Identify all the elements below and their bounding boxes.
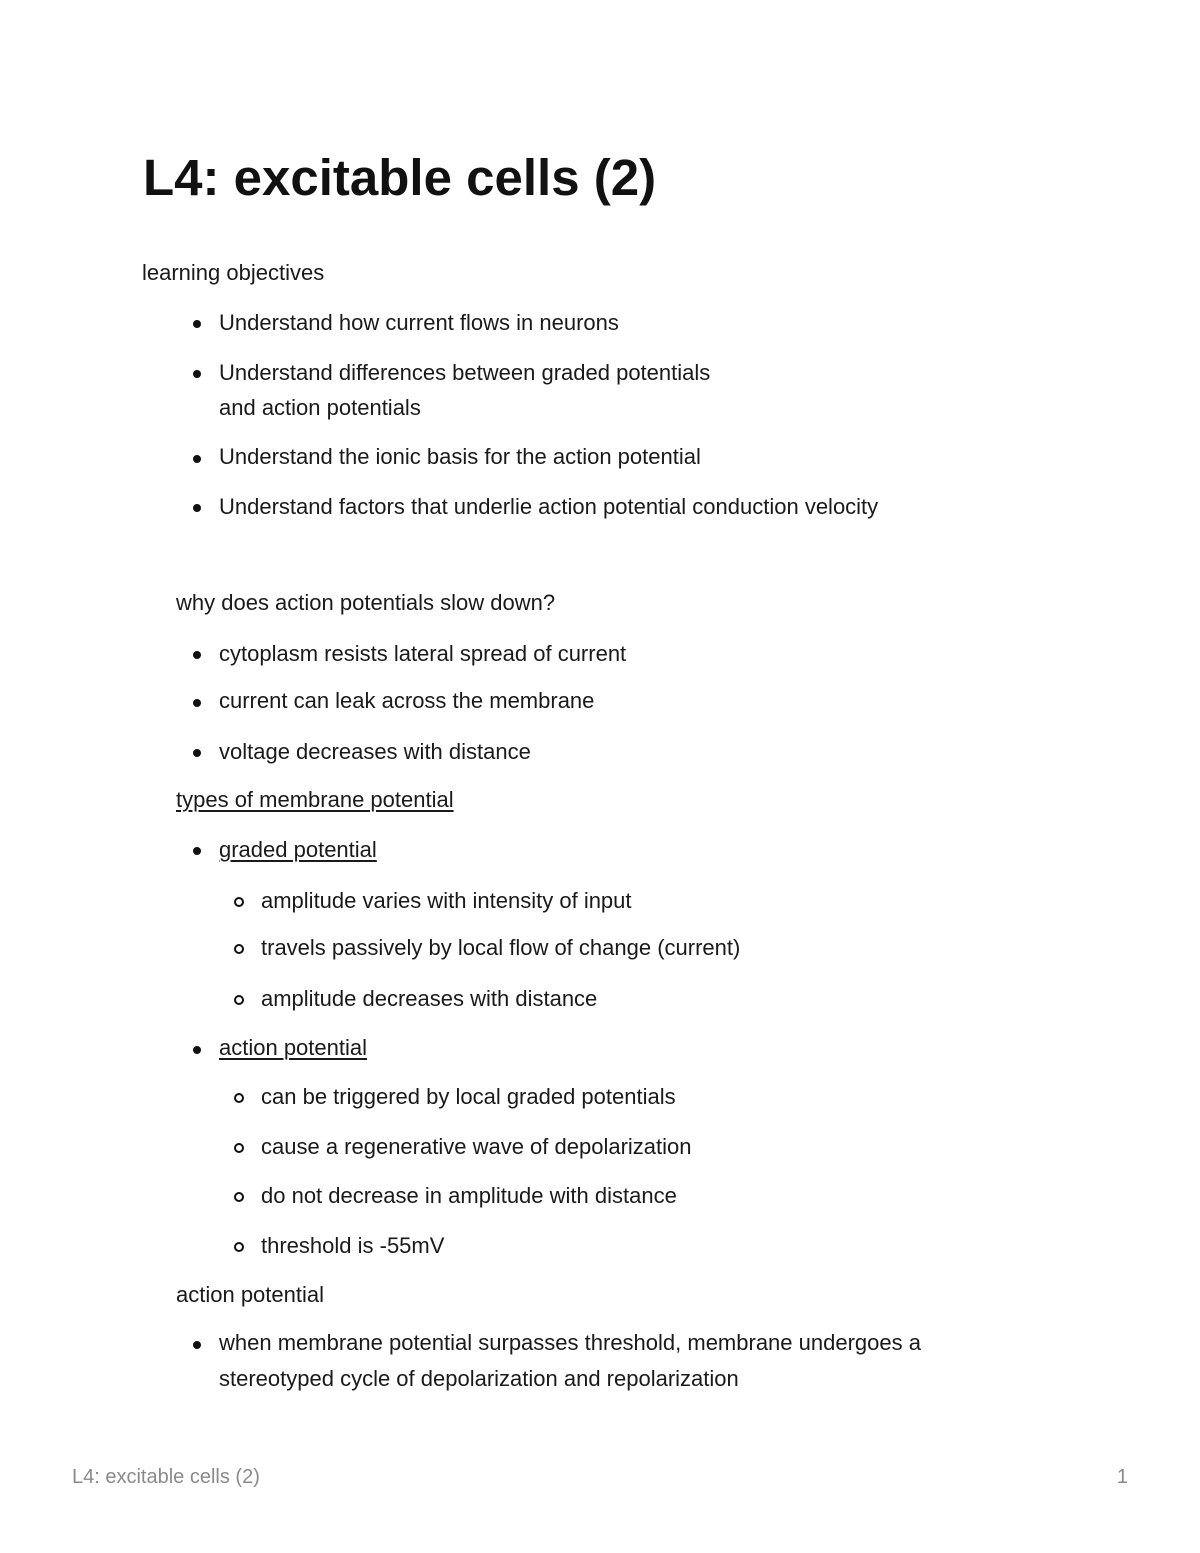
- objective-item-continuation: and action potentials: [219, 395, 421, 420]
- page-number: 1: [1116, 1466, 1128, 1488]
- objective-item: Understand how current flows in neurons: [219, 310, 619, 335]
- bullet-icon: [193, 320, 201, 328]
- graded-item: amplitude decreases with distance: [261, 986, 598, 1011]
- types-heading: types of membrane potential: [176, 787, 454, 812]
- graded-item: amplitude varies with intensity of input: [261, 888, 632, 913]
- circle-bullet-icon: [234, 1192, 244, 1202]
- bullet-icon: [193, 370, 201, 378]
- objective-item: Understand factors that underlie action potential conduction velocity: [219, 494, 879, 519]
- circle-bullet-icon: [234, 995, 244, 1005]
- bullet-icon: [193, 749, 201, 757]
- action-item: cause a regenerative wave of depolarization: [261, 1134, 692, 1159]
- graded-potential-label: graded potential: [219, 837, 377, 862]
- page-title: L4: excitable cells (2): [143, 149, 657, 206]
- bullet-icon: [193, 699, 201, 707]
- action-item: threshold is -55mV: [261, 1233, 445, 1258]
- action-potential-label: action potential: [219, 1035, 367, 1060]
- objective-item: Understand the ionic basis for the action potential: [219, 444, 701, 469]
- bullet-icon: [193, 651, 201, 659]
- circle-bullet-icon: [234, 1242, 244, 1252]
- bullet-icon: [193, 847, 201, 855]
- circle-bullet-icon: [234, 897, 244, 907]
- bullet-icon: [193, 504, 201, 512]
- graded-item: travels passively by local flow of change (current): [261, 935, 741, 960]
- slow-down-item: voltage decreases with distance: [219, 739, 531, 764]
- learning-objectives-heading: learning objectives: [142, 260, 325, 285]
- action-item: can be triggered by local graded potentials: [261, 1084, 676, 1109]
- slow-down-heading: why does action potentials slow down?: [176, 590, 556, 615]
- bullet-icon: [193, 455, 201, 463]
- action-potential-item-continuation: stereotyped cycle of depolarization and repolarization: [219, 1366, 739, 1391]
- action-item: do not decrease in amplitude with distance: [261, 1183, 677, 1208]
- bullet-icon: [193, 1341, 201, 1349]
- action-potential-item: when membrane potential surpasses threshold, membrane undergoes a: [219, 1330, 921, 1355]
- bullet-icon: [193, 1046, 201, 1054]
- slow-down-item: current can leak across the membrane: [219, 688, 595, 713]
- circle-bullet-icon: [234, 944, 244, 954]
- objective-item: Understand differences between graded potentials: [219, 360, 711, 385]
- circle-bullet-icon: [234, 1143, 244, 1153]
- footer-title: L4: excitable cells (2): [72, 1466, 260, 1488]
- circle-bullet-icon: [234, 1093, 244, 1103]
- action-potential-heading: action potential: [176, 1282, 324, 1307]
- slow-down-item: cytoplasm resists lateral spread of current: [219, 641, 627, 666]
